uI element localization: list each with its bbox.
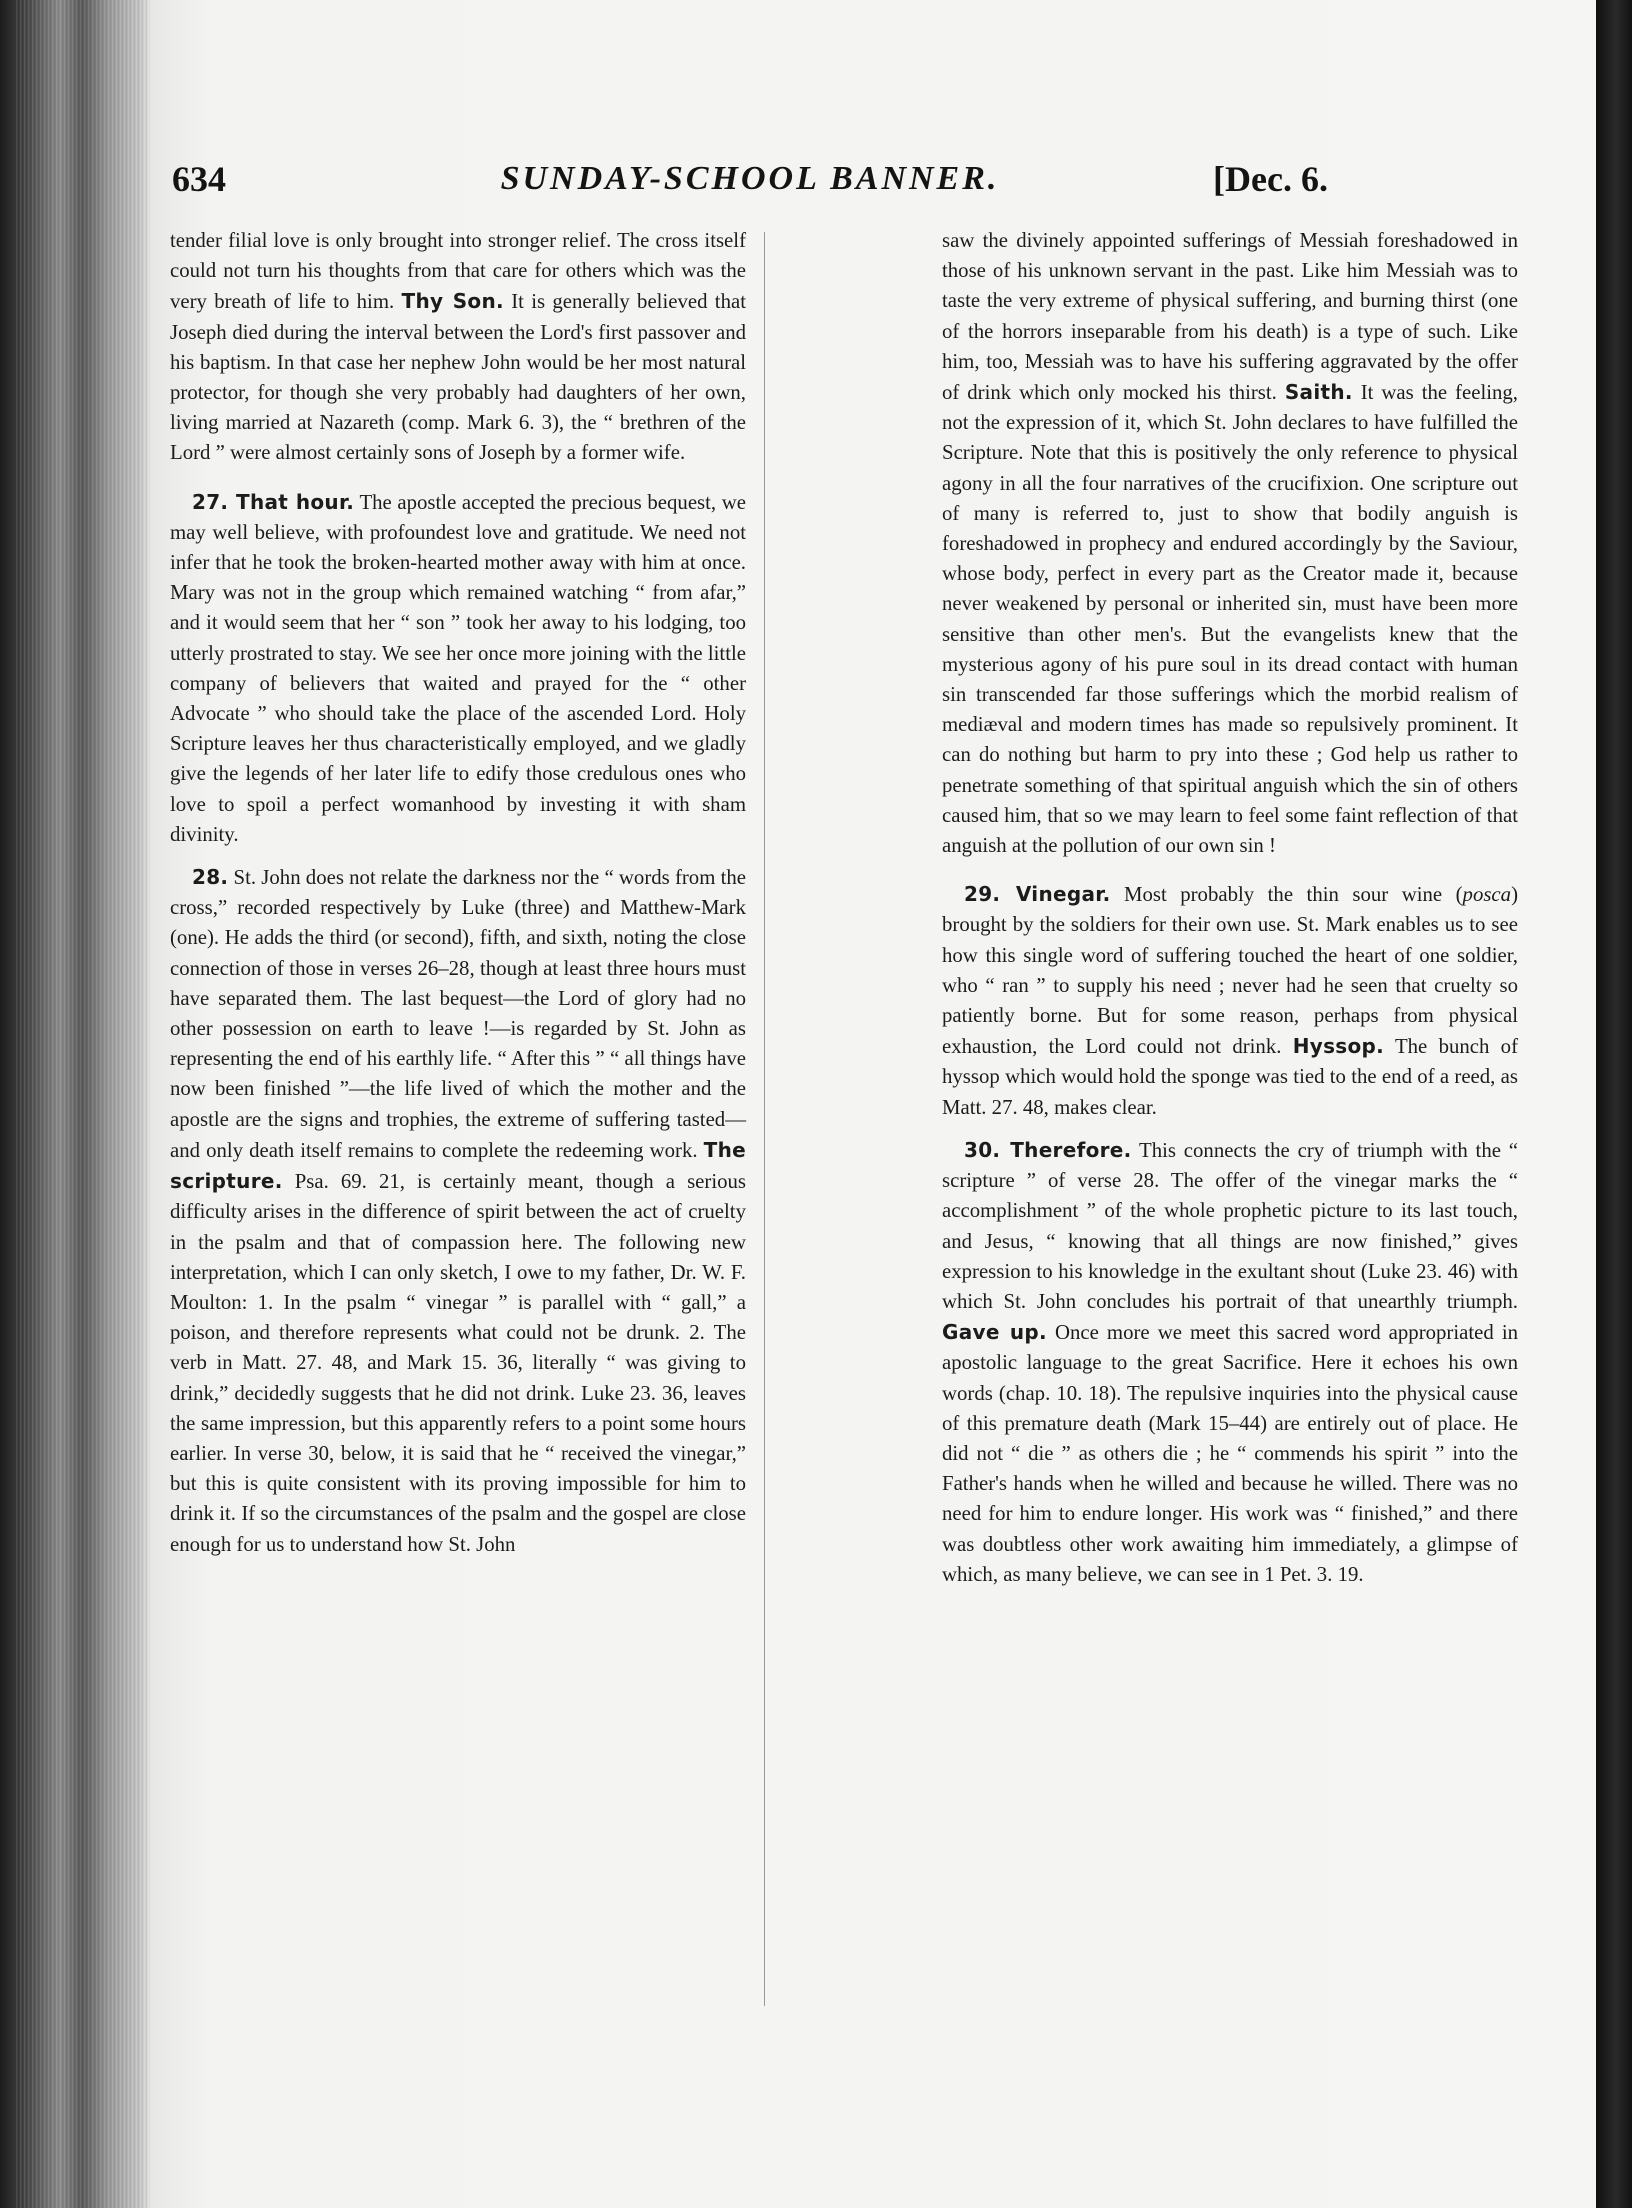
paragraph	[942, 879, 1518, 1123]
publication-title: SUNDAY-SCHOOL BANNER.	[500, 160, 1000, 197]
verse-heading: 28.	[192, 865, 229, 890]
page-edges	[16, 0, 150, 2208]
paragraph-text: Once more we meet this sacred word appropriated in apostolic language to the great Sacrifice. Here it echoes his own words (chap. 10. 18). The repulsive inquiries into the physical cause of this premature death (Mark 15–44) are entirely out of place. He did not “ die ” as others die ; he “ commends his spirit ” into the Father's hands when he willed and because he willed. There was no need for him to endure longer. His work was “ finished,” and there was doubtless other work awaiting him immediately, a glimpse of which, as many believe, we can see in 1 Pet. 3. 19.	[942, 1321, 1519, 1586]
paragraph-text: Most probably the thin sour wine (	[1110, 883, 1463, 907]
verse-keyword: Gave up.	[942, 1320, 1047, 1345]
paragraph-text: It is generally believed that Joseph died during the interval between the Lord's first passover and his baptism. In that case her nephew John would be her most natural protector, for though she very probably had daughters of her own, living married at Nazareth (comp. Mark 6. 3), the “ brethren of the Lord ” were almost certainly sons of Joseph by a former wife.	[170, 290, 746, 465]
paragraph	[942, 1135, 1518, 1590]
paragraph-text: saw the divinely appointed sufferings of Messiah foreshadowed in those of his unknown servant in the past. Like him Messiah was to taste the very extreme of physical suffering, and burning thirst (one of the horrors inseparable from his death) is a type of such. Like him, too, Messiah was to have his suffering aggravated by the offer of drink which only mocked his thirst.	[942, 229, 1518, 405]
issue-date: [Dec. 6.	[1213, 159, 1328, 199]
running-header	[172, 158, 1328, 214]
paragraph-text: Psa. 69. 21, is certainly meant, though a serious difficulty arises in the difference of spirit between the act of cruelty in the psalm and that of compassion here. The following new interpretation, which I can only sketch, I owe to my father, Dr. W. F. Moulton: 1. In the psalm “ vinegar ” is parallel with “ gall,” a poison, and therefore represents what could not be drunk. 2. The verb in Matt. 27. 48, and Mark 15. 36, literally “ was giving to drink,” decidedly suggests that he did not drink. Luke 23. 36, leaves the same impression, but this apparently refers to a point some hours earlier. In verse 30, below, it is said that he “ received the vinegar,” but this is quite consistent with its proving impossible for him to drink it. If so the circumstances of the psalm and the gospel are close enough for us to understand how St. John	[170, 1170, 746, 1556]
verse-heading: 27. That hour.	[192, 489, 355, 514]
paragraph-text: It was the feeling, not the expression of it, which St. John declares to have fulfilled the Scripture. Note that this is positively the only reference to physical agony in all the four narratives of the crucifixion. One scripture out of many is referred to, just to show that bodily anguish is foreshadowed in prophecy and endured accordingly by the Saviour, whose body, perfect in every part as the Creator made it, because never weakened by personal or inherited sin, must have been more sensitive than other men's. But the evangelists knew that the mysterious agony of his pure soul in its dread contact with human sin transcended far those sufferings which the morbid realism of mediæval and modern times has made so repulsively prominent. It can do nothing but harm to pry into these ; God help us rather to penetrate something of that spiritual anguish which the sin of others caused him, that so we may learn to feel some faint reflection of that anguish at the pollution of our own sin !	[942, 381, 1519, 858]
verse-keyword: The scripture.	[170, 1137, 746, 1194]
paragraph	[170, 226, 746, 469]
verse-heading: 30. Therefore.	[964, 1137, 1132, 1162]
paragraph-text: tender filial love is only brought into stronger relief. The cross itself could not turn his thoughts from that care for others which was the very breath of life to him.	[170, 229, 746, 314]
paragraph-text: This connects the cry of triumph with the “ scripture ” of verse 28. The offer of the vinegar marks the “ accomplishment ” of the whole prophetic picture to its last touch, and Jesus, “ knowing that all things are now finished,” gives expression to his knowledge in the exultant shout (Luke 23. 46) with which St. John concludes his portrait of that unearthly triumph.	[942, 1138, 1519, 1313]
paragraph-text: St. John does not relate the darkness nor the “ words from the cross,” recorded respectively by Luke (three) and Matthew-Mark (one). He adds the third (or second), fifth, and sixth, noting the close connection of those in verses 26–28, though at least three hours must have separated them. The last bequest—the Lord of glory had no other possession on earth to leave !—is regarded by St. John as representing the end of his earthly life. “ After this ” “ all things have now been finished ”—the life lived of which the mother and the apostle are the signs and trophies, the extreme of suffering tasted—and only death itself remains to complete the redeeming work.	[170, 866, 746, 1162]
paragraph-text: The apostle accepted the precious bequest, we may well believe, with profoundest love and gratitude. We need not infer that he took the broken-hearted mother away with him at once. Mary was not in the group which remained watching “ from afar,” and it would seem that her “ son ” took her away to his lodging, too utterly prostrated to stay. We see her once more joining with the little company of believers that waited and prayed for the “ other Advocate ” who should take the place of the ascended Lord. Holy Scripture leaves her thus characteristically employed, and we gladly give the legends of her later life to edify those credulous ones who love to spoil a perfect womanhood by investing it with sham divinity.	[170, 490, 747, 846]
left-column	[170, 226, 746, 1572]
paragraph-text: The bunch of hyssop which would hold the sponge was tied to the end of a reed, as Matt. 27. 48, makes clear.	[942, 1035, 1518, 1119]
paragraph	[170, 862, 746, 1560]
facing-page-edge	[1596, 0, 1632, 2208]
paragraph-text: ) brought by the soldiers for their own use. St. Mark enables us to see how this single word of suffering touched the heart of one soldier, who “ ran ” to supply his need ; never had he seen that cruelty so patiently borne. But for some reason, perhaps from physical exhaustion, the Lord could not drink.	[942, 883, 1519, 1059]
verse-keyword: Thy Son.	[401, 289, 504, 314]
paragraph	[170, 487, 746, 850]
verse-keyword: Saith.	[1284, 380, 1353, 405]
italic-term: posca	[1462, 883, 1512, 907]
paragraph	[942, 226, 1518, 861]
verse-heading: 29. Vinegar.	[964, 882, 1111, 907]
right-column	[942, 226, 1518, 1602]
verse-keyword: Hyssop.	[1292, 1034, 1385, 1059]
column-divider	[764, 232, 765, 2006]
page-number: 634	[172, 159, 226, 199]
